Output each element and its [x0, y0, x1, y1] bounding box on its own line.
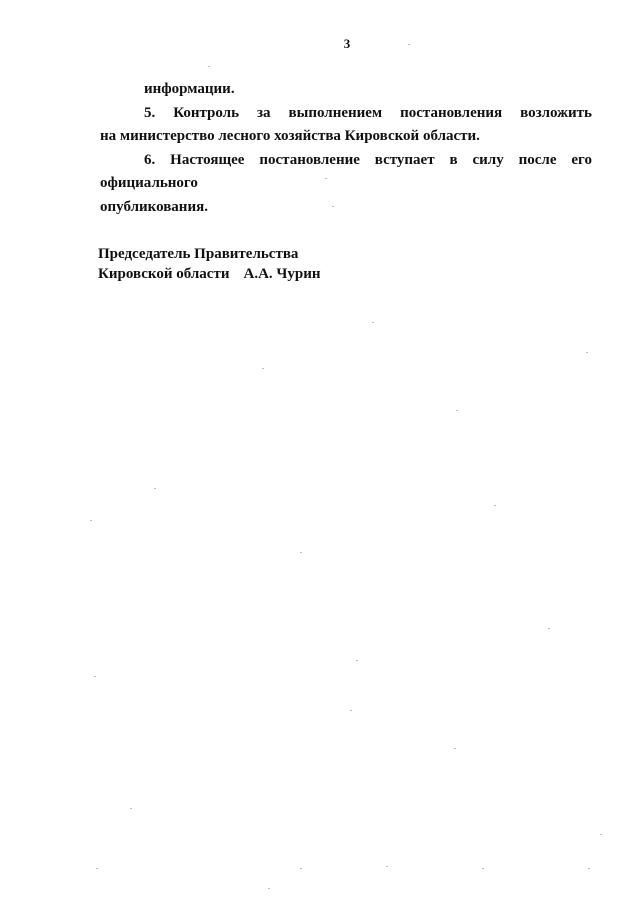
signatory-region: Кировской области — [98, 266, 230, 282]
signature-block — [98, 244, 321, 284]
document-body — [100, 78, 592, 219]
scan-speck — [208, 66, 210, 67]
scan-speck — [154, 488, 156, 489]
paragraph-6-continuation: опубликования. — [100, 198, 208, 215]
scan-speck — [90, 520, 92, 521]
scan-speck — [586, 352, 588, 353]
scan-speck — [482, 868, 484, 869]
paragraph-6-first-line: 6. Настоящее постановление вступает в силу после его официального — [100, 151, 592, 191]
scan-speck — [494, 505, 496, 506]
signatory-name: А.А. Чурин — [243, 266, 321, 282]
paragraph-info-continuation: информации. — [144, 81, 235, 97]
scan-speck — [325, 178, 327, 179]
paragraph-5-word: Контроль — [173, 104, 240, 121]
signatory-title: Председатель Правительства — [98, 246, 299, 262]
scan-speck — [130, 808, 132, 809]
paragraph-5-word: за — [257, 104, 271, 121]
scan-speck — [408, 44, 410, 45]
scan-speck — [548, 628, 550, 629]
paragraph-5-word: постановления — [400, 104, 503, 121]
scan-speck — [454, 748, 456, 749]
paragraph-5-continuation: на министерство лесного хозяйства Кировской области. — [100, 128, 480, 144]
paragraph-5-number: 5. — [144, 104, 156, 121]
scan-speck — [96, 868, 98, 869]
scan-speck — [456, 410, 458, 411]
scan-speck — [588, 868, 590, 869]
scan-speck — [300, 868, 302, 869]
scan-speck — [356, 660, 358, 661]
scan-speck — [300, 552, 302, 553]
paragraph-5-word: возложить — [520, 104, 592, 121]
paragraph-5-word: выполнением — [288, 104, 383, 121]
page-number: 3 — [343, 36, 351, 51]
scan-speck — [350, 710, 352, 711]
scan-speck — [268, 888, 270, 889]
scan-speck — [386, 866, 388, 867]
scan-speck — [332, 206, 334, 207]
scan-speck — [600, 834, 602, 835]
paragraph-5-first-line — [100, 102, 592, 126]
scan-speck — [94, 676, 96, 677]
signatory-line — [98, 264, 321, 284]
scan-speck — [262, 368, 264, 369]
scan-speck — [372, 322, 374, 323]
